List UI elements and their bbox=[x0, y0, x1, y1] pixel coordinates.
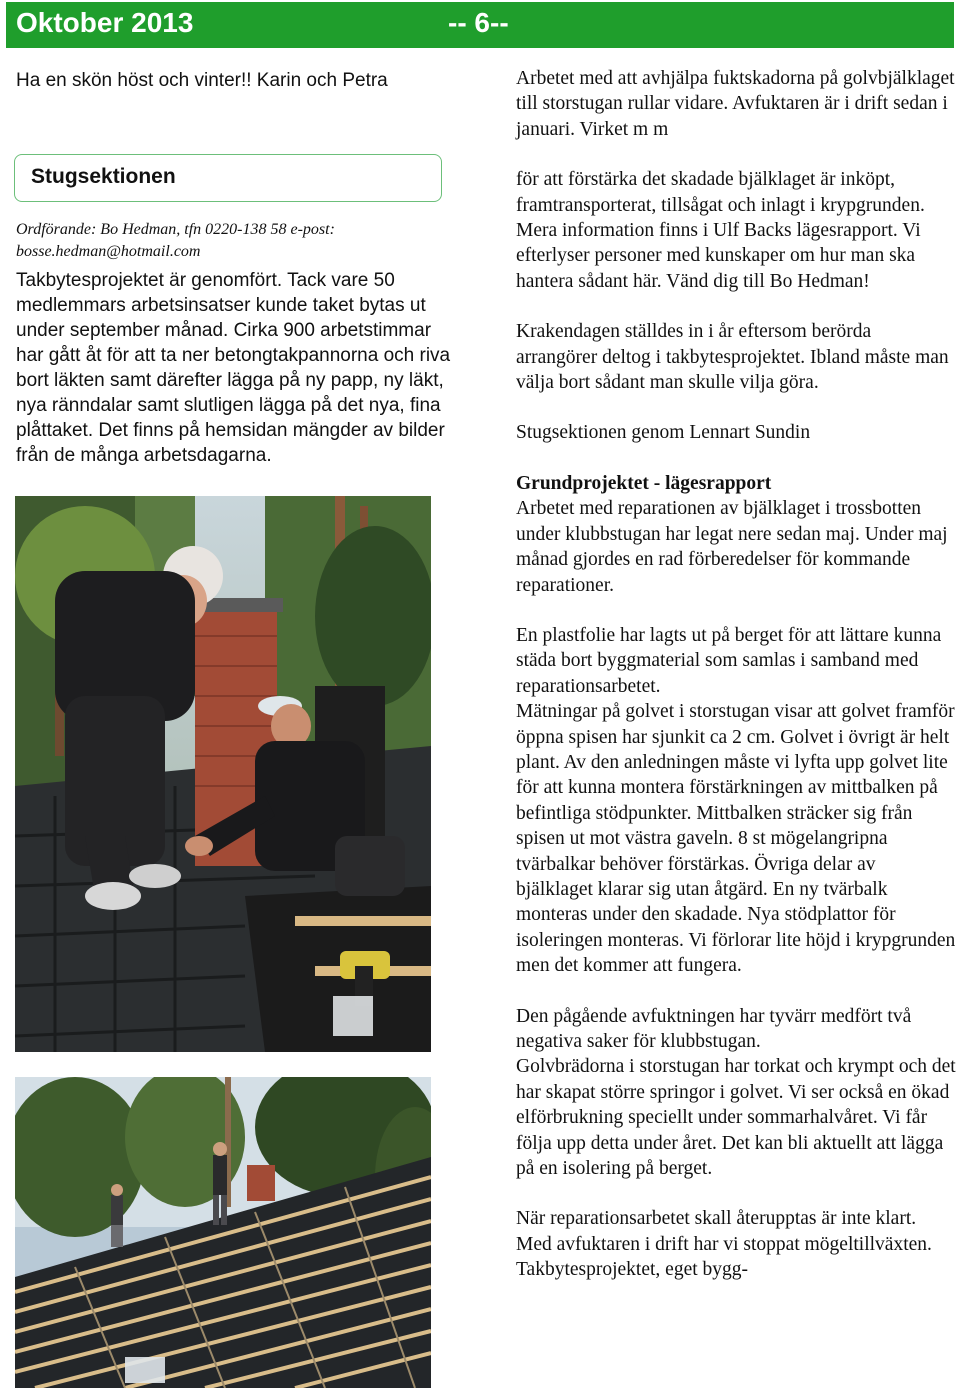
right-column bbox=[516, 66, 956, 1283]
moisture-paragraph-1: Arbetet med att avhjälpa fuktskadorna på golvbjälklaget till storstugan rullar vidare. Avfuktaren är i drift sedan i januari. Virket m m bbox=[516, 68, 955, 140]
section-title: Stugsektionen bbox=[31, 165, 176, 188]
foundation-paragraph-1: Arbetet med reparationen av bjälklaget i trossbotten under klubbstugan har legat nere sedan maj. Under maj månad gjordes en rad förberedelser för kommande reparationer. bbox=[516, 498, 948, 596]
roof-battens-photo bbox=[15, 1077, 431, 1388]
foundation-paragraph-5: Golvbrädorna i storstugan har torkat och krympt och det har skapat större springor i golvet. Vi ser också en ökad elförbrukning speciellt under sommarhalvåret. Vi får följa upp detta under året. Det kan bli aktuellt att lägga på en isolering på berget. bbox=[516, 1056, 956, 1180]
kraken-day-paragraph: Krakendagen ställdes in i år eftersom berörda arrangörer deltog i takbytesprojektet. Ibland måste man välja bort sådant man skulle vilja göra. bbox=[516, 321, 949, 394]
issue-date: Oktober 2013 bbox=[16, 7, 194, 38]
moisture-paragraph-2: för att förstärka det skadade bjälklaget är inköpt, framtransporterat, tillsågat och inlagt i krypgrunden. Mera information finns i Ulf Backs lägesrapport. Vi efterlyser personer med kunskaper om hur man ska hantera sådant här. Vänd dig till Bo Hedman! bbox=[516, 169, 925, 292]
section-heading-box bbox=[14, 154, 442, 202]
signature-line: Stugsektionen genom Lennart Sundin bbox=[516, 422, 811, 444]
contact-info bbox=[16, 219, 436, 263]
roof-project-text: Takbytesprojektet är genomfört. Tack vare 50 medlemmars arbetsinsatser kunde taket bytas ut under september månad. Cirka 900 arbetstimmar har gått åt för att ta ner betongtakpannorna och riva bort läkten samt därefter lägga på ny papp, ny läkt, nya ränndalar samt slutligen lägga på det nya, fina plåttaket. Det finns på hemsidan mängder av bilder från de många arbetsdagarna. bbox=[16, 270, 451, 466]
foundation-paragraph-2: En plastfolie har lagts ut på berget för att lättare kunna städa bort byggmaterial som samlas i samband med reparationsarbetet. bbox=[516, 624, 942, 697]
article-heading: Grundprojektet - lägesrapport bbox=[516, 472, 772, 494]
greeting: Ha en skön höst och vinter!! Karin och Petra bbox=[16, 70, 388, 91]
page-header bbox=[6, 2, 954, 48]
page-number: -- 6-- bbox=[448, 7, 509, 38]
contact-email: bosse.hedman@hotmail.com bbox=[16, 243, 201, 260]
contact-line-1: Ordförande: Bo Hedman, tfn 0220-138 58 e-post: bbox=[16, 221, 335, 238]
foundation-paragraph-3: Mätningar på golvet i storstugan visar att golvet framför öppna spisen har sjunkit ca 2 cm. Golvet i övrigt är helt plant. Av den anledningen måste vi lyfta upp golvet lite för att kunna montera förstärkningen av mittbalken på befintliga stödpunkter. Mittbalken sträcker sig från spisen ut mot västra gaveln. 8 st mögelangripna tvärbalkar behöver förstärkas. Övriga delar av bjälklaget klarar sig utan åtgärd. En ny tvärbalk monteras under den skadade. Nya stödplattor för isoleringen monteras. Vi förlorar lite höjd i krypgrunden men det kommer att fungera. bbox=[516, 701, 956, 977]
foundation-paragraph-4: Den pågående avfuktningen har tyvärr medfört två negativa saker för klubbstugan. bbox=[516, 1005, 912, 1052]
foundation-paragraph-6: När reparationsarbetet skall återupptas är inte klart. Med avfuktaren i drift har vi stoppat mögeltillväxten. Takbytesprojektet, eget bygg- bbox=[516, 1208, 932, 1281]
roof-workers-photo bbox=[15, 496, 431, 1052]
